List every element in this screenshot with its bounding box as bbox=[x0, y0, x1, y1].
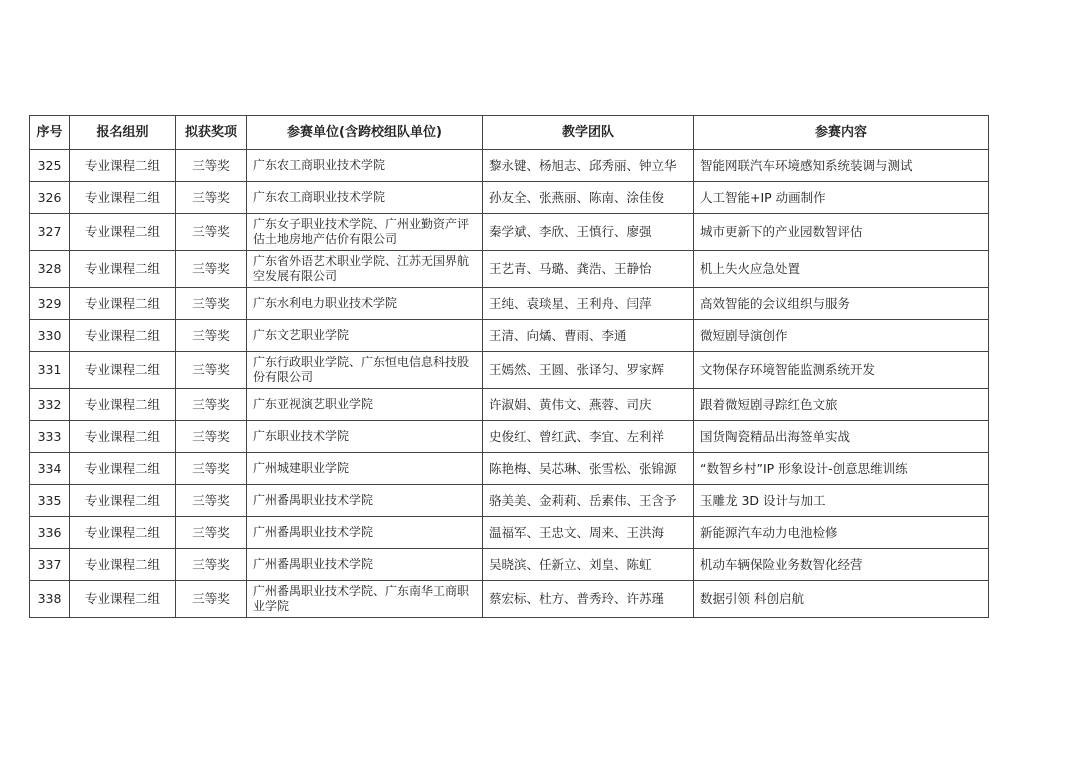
cell-group: 专业课程二组 bbox=[70, 150, 176, 182]
cell-team: 许淑娟、黄伟文、燕蓉、司庆 bbox=[483, 389, 694, 421]
cell-serial-number: 335 bbox=[30, 485, 70, 517]
cell-group: 专业课程二组 bbox=[70, 389, 176, 421]
cell-team: 王嫣然、王圆、张译匀、罗家辉 bbox=[483, 352, 694, 389]
cell-award: 三等奖 bbox=[176, 421, 247, 453]
cell-group: 专业课程二组 bbox=[70, 549, 176, 581]
table-row bbox=[30, 320, 989, 352]
cell-team: 温福军、王忠文、周来、王洪海 bbox=[483, 517, 694, 549]
cell-team: 王艺青、马璐、龚浩、王静怡 bbox=[483, 251, 694, 288]
cell-content: 人工智能+IP 动画制作 bbox=[694, 182, 989, 214]
cell-group: 专业课程二组 bbox=[70, 517, 176, 549]
cell-serial-number: 328 bbox=[30, 251, 70, 288]
cell-award: 三等奖 bbox=[176, 182, 247, 214]
header-content: 参赛内容 bbox=[694, 116, 989, 150]
cell-award: 三等奖 bbox=[176, 288, 247, 320]
table-row bbox=[30, 288, 989, 320]
table-row bbox=[30, 421, 989, 453]
cell-team: 孙友全、张燕丽、陈南、涂佳俊 bbox=[483, 182, 694, 214]
header-group: 报名组别 bbox=[70, 116, 176, 150]
table-row bbox=[30, 389, 989, 421]
cell-award: 三等奖 bbox=[176, 581, 247, 618]
cell-team: 吴晓滨、任新立、刘皇、陈虹 bbox=[483, 549, 694, 581]
cell-content: 玉雕龙 3D 设计与加工 bbox=[694, 485, 989, 517]
cell-team: 蔡宏标、杜方、普秀玲、许苏瑾 bbox=[483, 581, 694, 618]
table-row bbox=[30, 182, 989, 214]
table-row bbox=[30, 150, 989, 182]
cell-content: 数据引领 科创启航 bbox=[694, 581, 989, 618]
cell-group: 专业课程二组 bbox=[70, 214, 176, 251]
cell-unit: 广东文艺职业学院 bbox=[247, 320, 483, 352]
cell-unit: 广州番禺职业技术学院 bbox=[247, 485, 483, 517]
table-row bbox=[30, 485, 989, 517]
cell-serial-number: 325 bbox=[30, 150, 70, 182]
header-unit: 参赛单位(含跨校组队单位) bbox=[247, 116, 483, 150]
cell-unit: 广州番禺职业技术学院 bbox=[247, 517, 483, 549]
cell-award: 三等奖 bbox=[176, 214, 247, 251]
cell-award: 三等奖 bbox=[176, 352, 247, 389]
table-row bbox=[30, 214, 989, 251]
cell-team: 黎永键、杨旭志、邱秀丽、钟立华 bbox=[483, 150, 694, 182]
cell-team: 骆美美、金莉莉、岳素伟、王含予 bbox=[483, 485, 694, 517]
cell-award: 三等奖 bbox=[176, 517, 247, 549]
cell-award: 三等奖 bbox=[176, 389, 247, 421]
cell-group: 专业课程二组 bbox=[70, 288, 176, 320]
cell-award: 三等奖 bbox=[176, 549, 247, 581]
cell-team: 王清、向燏、曹雨、李通 bbox=[483, 320, 694, 352]
cell-unit: 广州城建职业学院 bbox=[247, 453, 483, 485]
cell-content: 机动车辆保险业务数智化经营 bbox=[694, 549, 989, 581]
cell-unit: 广东农工商职业技术学院 bbox=[247, 182, 483, 214]
header-team: 教学团队 bbox=[483, 116, 694, 150]
cell-content: 跟着微短剧寻踪红色文旅 bbox=[694, 389, 989, 421]
cell-unit: 广州番禺职业技术学院 bbox=[247, 549, 483, 581]
header-award: 拟获奖项 bbox=[176, 116, 247, 150]
cell-group: 专业课程二组 bbox=[70, 251, 176, 288]
cell-unit: 广东亚视演艺职业学院 bbox=[247, 389, 483, 421]
cell-serial-number: 337 bbox=[30, 549, 70, 581]
cell-group: 专业课程二组 bbox=[70, 182, 176, 214]
cell-serial-number: 333 bbox=[30, 421, 70, 453]
cell-serial-number: 338 bbox=[30, 581, 70, 618]
table-row bbox=[30, 453, 989, 485]
cell-content: 高效智能的会议组织与服务 bbox=[694, 288, 989, 320]
cell-group: 专业课程二组 bbox=[70, 485, 176, 517]
cell-group: 专业课程二组 bbox=[70, 352, 176, 389]
cell-group: 专业课程二组 bbox=[70, 421, 176, 453]
cell-serial-number: 331 bbox=[30, 352, 70, 389]
award-table-container bbox=[29, 115, 989, 618]
cell-team: 陈艳梅、吴芯琳、张雪松、张锦源 bbox=[483, 453, 694, 485]
table-row bbox=[30, 251, 989, 288]
cell-award: 三等奖 bbox=[176, 485, 247, 517]
cell-serial-number: 334 bbox=[30, 453, 70, 485]
table-header-row bbox=[30, 116, 989, 150]
table-row bbox=[30, 352, 989, 389]
cell-content: 城市更新下的产业园数智评估 bbox=[694, 214, 989, 251]
cell-award: 三等奖 bbox=[176, 150, 247, 182]
table-row bbox=[30, 581, 989, 618]
cell-serial-number: 336 bbox=[30, 517, 70, 549]
cell-content: 国货陶瓷精品出海签单实战 bbox=[694, 421, 989, 453]
cell-unit: 广东职业技术学院 bbox=[247, 421, 483, 453]
table-row bbox=[30, 517, 989, 549]
cell-content: “数智乡村”IP 形象设计-创意思维训练 bbox=[694, 453, 989, 485]
cell-award: 三等奖 bbox=[176, 320, 247, 352]
cell-content: 机上失火应急处置 bbox=[694, 251, 989, 288]
cell-unit: 广东行政职业学院、广东恒电信息科技股份有限公司 bbox=[247, 352, 483, 389]
header-serial-number: 序号 bbox=[30, 116, 70, 150]
cell-award: 三等奖 bbox=[176, 251, 247, 288]
award-table bbox=[29, 115, 989, 618]
cell-unit: 广东女子职业技术学院、广州业勤资产评估土地房地产估价有限公司 bbox=[247, 214, 483, 251]
cell-unit: 广东省外语艺术职业学院、江苏无国界航空发展有限公司 bbox=[247, 251, 483, 288]
cell-unit: 广州番禺职业技术学院、广东南华工商职业学院 bbox=[247, 581, 483, 618]
cell-content: 智能网联汽车环境感知系统装调与测试 bbox=[694, 150, 989, 182]
cell-team: 史俊红、曾红武、李宜、左利祥 bbox=[483, 421, 694, 453]
cell-group: 专业课程二组 bbox=[70, 453, 176, 485]
cell-content: 微短剧导演创作 bbox=[694, 320, 989, 352]
cell-team: 秦学斌、李欣、王慎行、廖强 bbox=[483, 214, 694, 251]
cell-serial-number: 330 bbox=[30, 320, 70, 352]
cell-award: 三等奖 bbox=[176, 453, 247, 485]
table-row bbox=[30, 549, 989, 581]
cell-serial-number: 326 bbox=[30, 182, 70, 214]
cell-group: 专业课程二组 bbox=[70, 581, 176, 618]
cell-team: 王纯、袁琰星、王利舟、闫萍 bbox=[483, 288, 694, 320]
cell-unit: 广东水利电力职业技术学院 bbox=[247, 288, 483, 320]
cell-content: 新能源汽车动力电池检修 bbox=[694, 517, 989, 549]
cell-group: 专业课程二组 bbox=[70, 320, 176, 352]
cell-unit: 广东农工商职业技术学院 bbox=[247, 150, 483, 182]
cell-serial-number: 327 bbox=[30, 214, 70, 251]
cell-serial-number: 329 bbox=[30, 288, 70, 320]
cell-serial-number: 332 bbox=[30, 389, 70, 421]
cell-content: 文物保存环境智能监测系统开发 bbox=[694, 352, 989, 389]
